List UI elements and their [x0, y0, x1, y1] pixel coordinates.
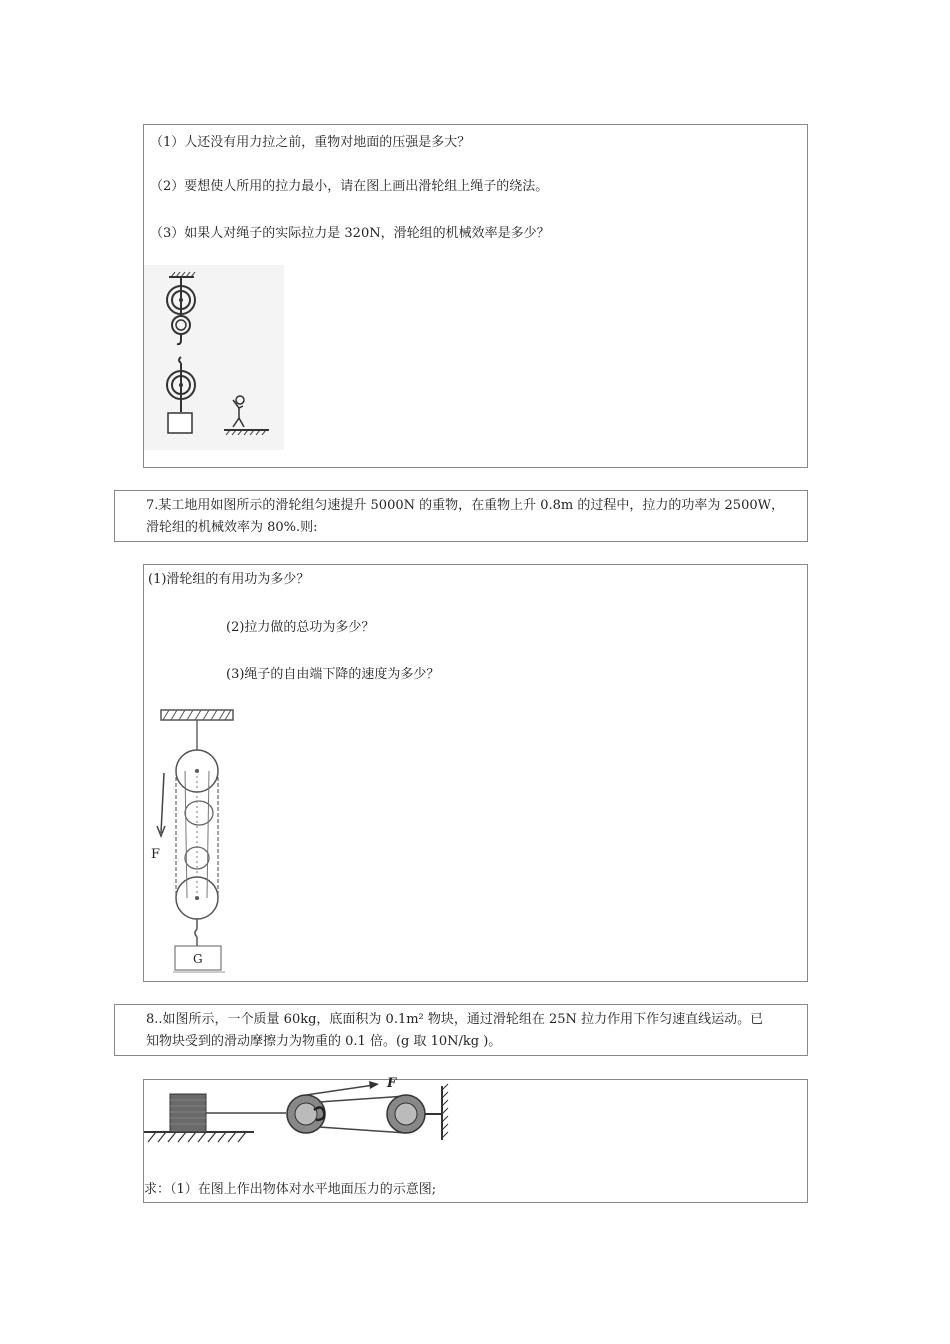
- pulley-diagram-2: [149, 708, 249, 978]
- weight-label-G: G: [193, 952, 203, 966]
- question-box-3: [143, 1076, 808, 1203]
- question-2-3: (3)绳子的自由端下降的速度为多少？: [226, 667, 440, 682]
- problem-7-line-2: 滑轮组的机械效率为 80%.则:: [146, 520, 318, 535]
- problem-7-line-1: 7.某工地用如图所示的滑轮组匀速提升 5000N 的重物，在重物上升 0.8m 的过程中，拉力的功率为 2500W，: [146, 498, 784, 513]
- pulley-diagram-1: [144, 265, 284, 450]
- question-1-3: （3）如果人对绳子的实际拉力是 320N，滑轮组的机械效率是多少？: [150, 226, 550, 241]
- question-3-1: 求：（1）在图上作出物体对水平地面压力的示意图;: [144, 1182, 437, 1197]
- problem-7-box: [114, 490, 808, 542]
- problem-8-box: [114, 1004, 808, 1056]
- problem-8-line-2: 知物块受到的滑动摩擦力为物重的 0.1 倍。(g 取 10N/kg )。: [146, 1034, 502, 1049]
- force-label-F: F: [151, 847, 161, 862]
- force-label-F-2: F: [387, 1076, 397, 1091]
- horizontal-pulley-diagram: [144, 1080, 464, 1150]
- question-box-2: [143, 564, 808, 982]
- question-2-2: (2)拉力做的总功为多少？: [226, 620, 375, 635]
- question-1-1: （1）人还没有用力拉之前，重物对地面的压强是多大？: [150, 135, 471, 150]
- question-1-2: （2）要想使人所用的拉力最小，请在图上画出滑轮组上绳子的绕法。: [150, 179, 549, 194]
- question-2-1: (1)滑轮组的有用功为多少？: [148, 572, 310, 587]
- problem-8-line-1: 8..如图所示，一个质量 60kg，底面积为 0.1m² 物块，通过滑轮组在 25N 拉力作用下作匀速直线运动。已: [146, 1012, 764, 1027]
- question-box-1: [143, 124, 808, 468]
